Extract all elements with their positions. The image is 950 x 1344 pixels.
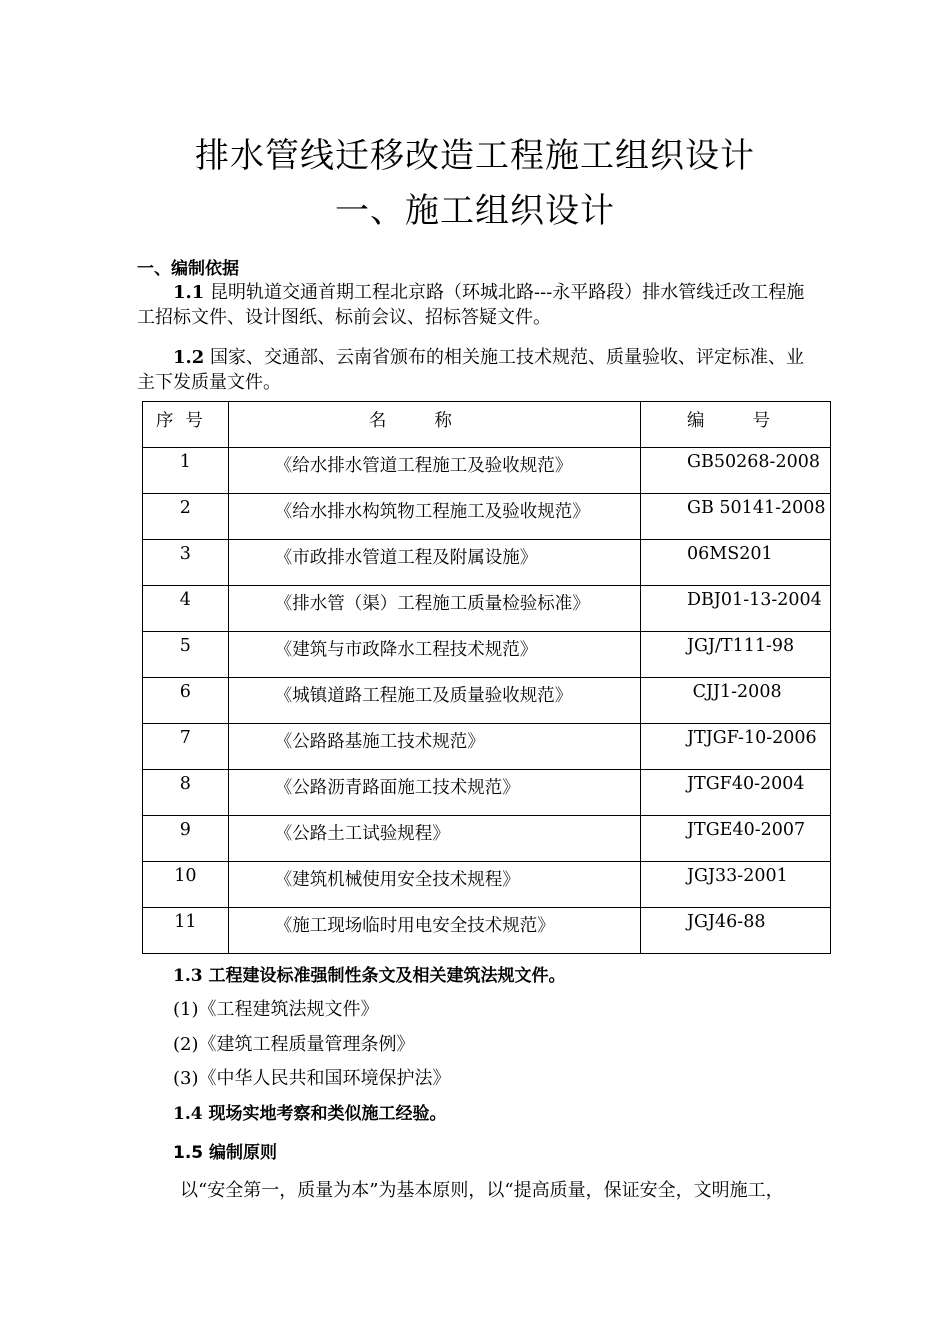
row-code-cell [641,448,831,494]
table-row [143,632,831,678]
row-name: 《市政排水管道工程及附属设施》 [274,548,538,568]
paragraph-1-3: 1.3 工程建设标准强制性条文及相关建筑法规文件。 [173,966,566,986]
row-name-cell [228,862,640,908]
table-row [143,448,831,494]
table-row [143,770,831,816]
row-number: 11 [174,912,197,932]
table-row [143,816,831,862]
table-row [143,540,831,586]
row-code: JTGF40-2004 [687,774,805,794]
standards-table [142,401,831,954]
row-code: CJJ1-2008 [687,682,782,702]
paragraph-1-4: 1.4 现场实地考察和类似施工经验。 [173,1104,447,1124]
row-code-cell [641,724,831,770]
list-item: (1)《工程建筑法规文件》 [173,999,379,1020]
list-item: (2)《建筑工程质量管理条例》 [173,1034,415,1055]
row-code: JGJ33-2001 [687,866,788,886]
row-code-cell [641,540,831,586]
row-name-cell [228,586,640,632]
row-code: JTJGF-10-2006 [687,728,817,748]
row-name: 《建筑与市政降水工程技术规范》 [274,640,538,660]
row-name: 《给水排水构筑物工程施工及验收规范》 [274,502,590,522]
paragraph-1-1-line1 [173,278,804,304]
row-code-cell [641,816,831,862]
row-name: 《公路沥青路面施工技术规范》 [274,778,520,798]
table-row [143,862,831,908]
row-code-cell [641,862,831,908]
row-name-cell [228,540,640,586]
row-code-cell [641,494,831,540]
row-number-cell [143,770,229,816]
row-name: 《施工现场临时用电安全技术规范》 [274,916,555,936]
header-code: 编号 [641,402,831,448]
row-code: GB 50141-2008 [687,498,826,518]
row-number-cell [143,724,229,770]
row-code-cell [641,586,831,632]
row-number: 3 [179,544,191,564]
row-code: JGJ/T111-98 [687,636,795,656]
table-row [143,586,831,632]
row-number-cell [143,678,229,724]
row-code: GB50268-2008 [687,452,820,472]
row-code-cell [641,632,831,678]
row-number: 6 [179,682,191,702]
section-heading: 一、编制依据 [137,259,239,279]
row-code-cell [641,908,831,954]
row-name-cell [228,770,640,816]
row-number: 7 [179,728,191,748]
paragraph-text: 国家、交通部、云南省颁布的相关施工技术规范、质量验收、评定标准、业 [204,347,805,368]
paragraph-number: 1.2 [173,347,205,368]
row-name-cell [228,448,640,494]
row-code-cell [641,678,831,724]
row-number: 9 [179,820,191,840]
paragraph-1-2-line1 [173,343,804,369]
row-number: 10 [174,866,197,886]
row-name-cell [228,908,640,954]
row-name-cell [228,632,640,678]
header-seq: 序号 [143,402,229,448]
row-number-cell [143,862,229,908]
row-name-cell [228,724,640,770]
paragraph-principle: 以“安全第一，质量为本”为基本原则，以“提高质量，保证安全，文明施工， [180,1180,784,1201]
row-number-cell [143,816,229,862]
paragraph-text: 昆明轨道交通首期工程北京路（环城北路---永平路段）排水管线迁改工程施 [204,282,805,303]
paragraph-1-5-heading: 1.5 编制原则 [173,1143,278,1163]
row-number: 5 [179,636,191,656]
row-number-cell [143,540,229,586]
document-title: 排水管线迁移改造工程施工组织设计 [195,136,755,176]
row-number: 4 [179,590,191,610]
table-row [143,908,831,954]
row-code: JGJ46-88 [687,912,766,932]
header-name: 名称 [228,402,640,448]
row-name-cell [228,494,640,540]
row-name-cell [228,816,640,862]
row-number: 1 [179,452,191,472]
row-name: 《给水排水管道工程施工及验收规范》 [274,456,573,476]
paragraph-1-2-line2: 主下发质量文件。 [137,372,281,393]
row-number-cell [143,494,229,540]
document-subtitle: 一、施工组织设计 [335,191,615,231]
row-name: 《建筑机械使用安全技术规程》 [274,870,520,890]
row-number: 2 [179,498,191,518]
table-row [143,724,831,770]
table-row [143,494,831,540]
row-number-cell [143,632,229,678]
row-name: 《排水管（渠）工程施工质量检验标准》 [274,594,590,614]
table-row [143,678,831,724]
paragraph-number: 1.1 [173,282,205,303]
paragraph-1-1-line2: 工招标文件、设计图纸、标前会议、招标答疑文件。 [137,307,551,328]
row-code: JTGE40-2007 [687,820,806,840]
table-header-row [143,402,831,448]
row-name: 《公路路基施工技术规范》 [274,732,485,752]
row-name: 《城镇道路工程施工及质量验收规范》 [274,686,573,706]
row-name-cell [228,678,640,724]
row-code-cell [641,770,831,816]
row-number-cell [143,586,229,632]
list-item: (3)《中华人民共和国环境保护法》 [173,1068,451,1089]
row-code: DBJ01-13-2004 [687,590,822,610]
row-number-cell [143,908,229,954]
row-code: 06MS201 [687,544,773,564]
row-name: 《公路土工试验规程》 [274,824,450,844]
row-number: 8 [179,774,191,794]
row-number-cell [143,448,229,494]
